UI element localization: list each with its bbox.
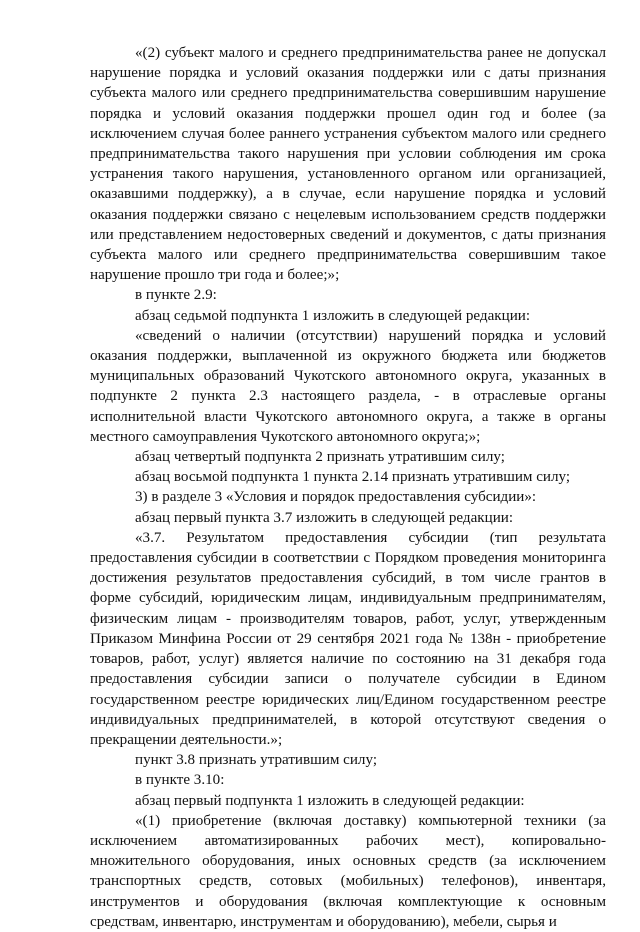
paragraph: абзац первый пункта 3.7 изложить в следующей редакции: <box>135 509 514 526</box>
paragraph: «сведений о наличии (отсутствии) нарушений порядка и условий оказания поддержки, выплаченной из окружного бюджета или бюджетов муниципальных образований Чукотского автономного округа, указанных в подпункте 2 пункта 2.3 настоящего раздела, - в отраслевые органы исполнительной власти Чукотского автономного округа, а также в органы местного самоуправления Чукотского автономного округа;»; <box>90 327 606 445</box>
paragraph: в пункте 2.9: <box>135 287 217 304</box>
paragraph: «(1) приобретение (включая доставку) компьютерной техники (за исключением автоматизированных рабочих мест), копировально-множительного оборудования, иных основных средств (за исключением транспортных средств, сотовых (мобильных) телефонов), инвентаря, инструментов и оборудования (включая комплектующие к основным средствам, инвентарю, инструментам и оборудованию), мебели, сырья и <box>90 812 606 930</box>
paragraph: 3) в разделе 3 «Условия и порядок предоставления субсидии»: <box>135 489 537 506</box>
paragraph: абзац седьмой подпункта 1 изложить в следующей редакции: <box>135 307 531 324</box>
paragraph: «3.7. Результатом предоставления субсидии (тип результата предоставления субсидии в соответствии с Порядком проведения мониторинга достижения результатов предоставления субсидий, в том числе грантов в форме субсидий, юридическим лицам, индивидуальным предпринимателям, физическим лицам - производителям товаров, работ, услуг, утвержденным Приказом Минфина России от 29 сентября 2021 года № 138н - приобретение товаров, работ, услуг) является наличие по состоянию на 31 декабря года предоставления субсидии записи о получателе субсидии в Едином государственном реестре юридических лиц/Едином государственном реестре индивидуальных предпринимателей, в которой отсутствуют сведения о прекращении деятельности.»; <box>90 529 606 748</box>
paragraph: пункт 3.8 признать утратившим силу; <box>135 752 378 769</box>
paragraph: в пункте 3.10: <box>135 772 225 789</box>
paragraph: абзац первый подпункта 1 изложить в следующей редакции: <box>135 792 525 809</box>
paragraph: абзац восьмой подпункта 1 пункта 2.14 признать утратившим силу; <box>135 469 571 486</box>
paragraph: «(2) субъект малого и среднего предпринимательства ранее не допускал нарушение порядка и условий оказания поддержки или с даты признания субъекта малого или среднего предпринимательства совершившим нарушение порядка и условий оказания поддержки прошел один год и более (за исключением случая более раннего устранения субъектом малого или среднего предпринимательства такого нарушения при условии соблюдения им срока устранения такого нарушения, установленного органом или организацией, оказавшими поддержку), а в случае, если нарушение порядка и условий оказания поддержки связано с нецелевым использованием средств поддержки или представлением недостоверных сведений и документов, с даты признания субъекта малого или среднего предпринимательства совершившим такое нарушение прошло три года и более;»; <box>90 45 606 284</box>
document-body <box>90 43 606 932</box>
paragraph: абзац четвертый подпункта 2 признать утратившим силу; <box>135 449 505 466</box>
